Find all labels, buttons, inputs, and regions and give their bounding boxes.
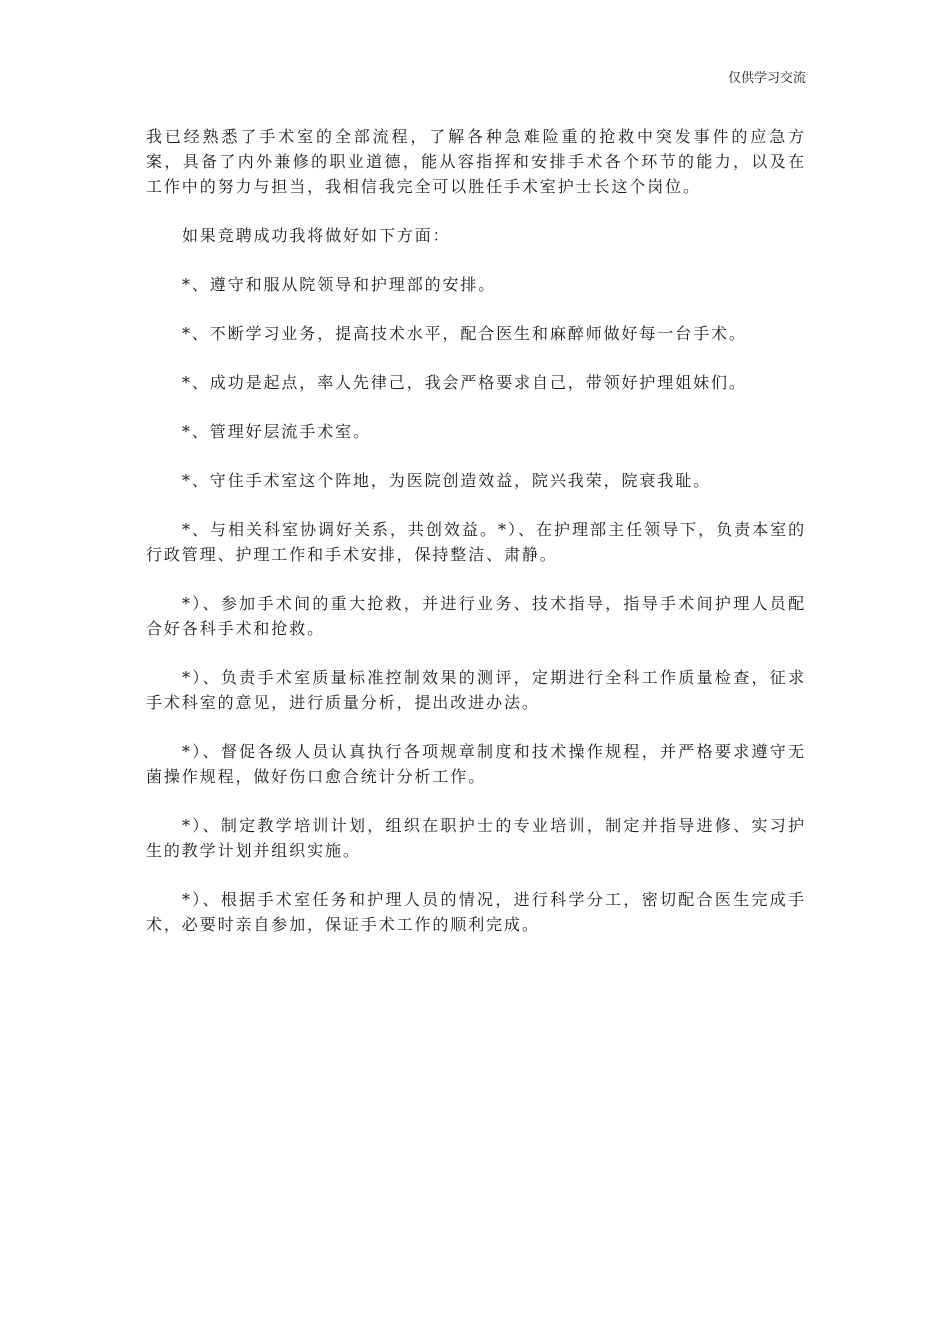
list-item: *、守住手术室这个阵地，为医院创造效益，院兴我荣，院衰我耻。 xyxy=(182,471,712,490)
paragraph: 如果竞聘成功我将做好如下方面： xyxy=(182,226,451,245)
list-item: *、管理好层流手术室。 xyxy=(182,422,371,441)
list-item: *、遵守和服从院领导和护理部的安排。 xyxy=(182,275,497,294)
header-note: 仅供学习交流 xyxy=(727,71,806,86)
list-item: *、不断学习业务，提高技术水平，配合医生和麻醉师做好每一台手术。 xyxy=(182,324,747,343)
list-item: *、成功是起点，率人先律己，我会严格要求自己，带领好护理姐妹们。 xyxy=(182,373,747,392)
list-item: *）、根据手术室任务和护理人员的情况，进行科学分工，密切配合医生完成手术，必要时亲自参加，保证手术工作的顺利完成。 xyxy=(146,890,806,934)
list-item: *）、制定教学培训计划，组织在职护士的专业培训，制定并指导进修、实习护生的教学计划并组织实施。 xyxy=(146,816,806,860)
document-body xyxy=(146,124,806,961)
list-item: *、与相关科室协调好关系，共创效益。*）、在护理部主任领导下，负责本室的行政管理、护理工作和手术安排，保持整洁、肃静。 xyxy=(146,520,806,564)
list-item: *）、参加手术间的重大抢救，并进行业务、技术指导，指导手术间护理人员配合好各科手术和抢救。 xyxy=(146,594,806,638)
list-item: *）、督促各级人员认真执行各项规章制度和技术操作规程，并严格要求遵守无菌操作规程，做好伤口愈合统计分析工作。 xyxy=(146,742,806,786)
paragraph: 我已经熟悉了手术室的全部流程，了解各种急难险重的抢救中突发事件的应急方案，具备了内外兼修的职业道德，能从容指挥和安排手术各个环节的能力，以及在工作中的努力与担当，我相信我完全可以胜任手术室护士长这个岗位。 xyxy=(146,127,806,196)
list-item: *）、负责手术室质量标准控制效果的测评，定期进行全科工作质量检查，征求手术科室的意见，进行质量分析，提出改进办法。 xyxy=(146,668,806,712)
